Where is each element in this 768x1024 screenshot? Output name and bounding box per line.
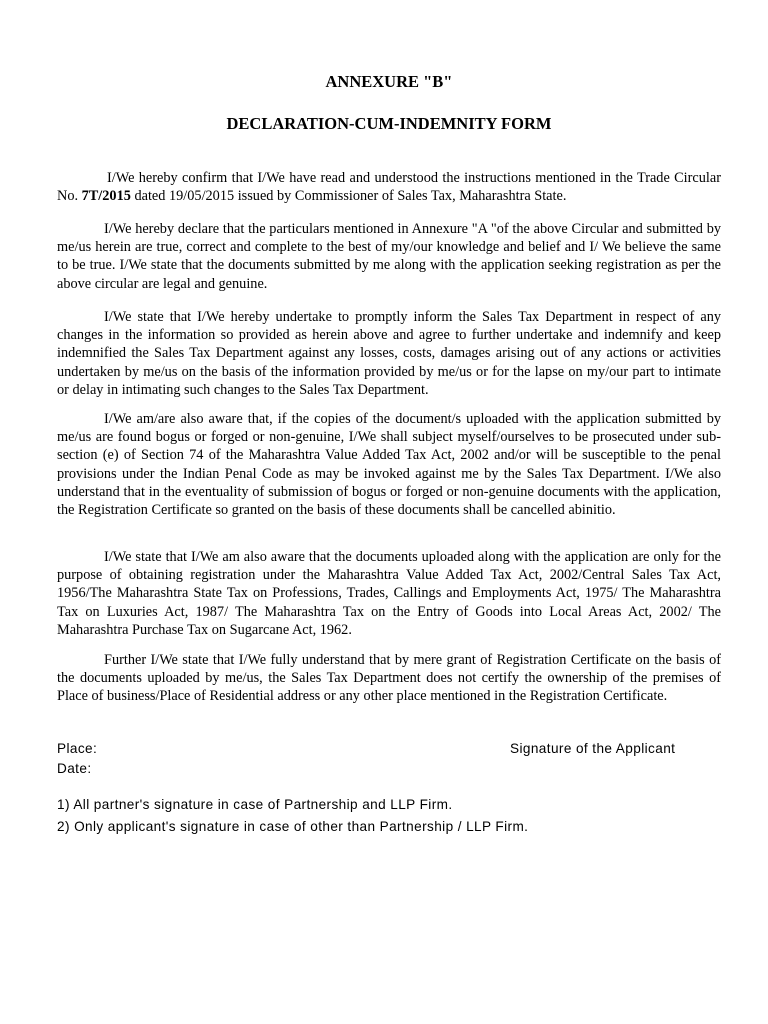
declaration-paragraph: I/We hereby declare that the particulars mentioned in Annexure "A "of the above Circular and submitted by me/us herein are true, correct and complete to the best of my/our knowledge and belief and I/ We believe the same to be true. I/We state that the documents submitted by me along with the application seeking registration as per the above circular are legal and genuine. [57, 221, 721, 292]
annexure-title: ANNEXURE "B" [325, 72, 453, 91]
circular-number: 7T/2015 [81, 188, 131, 205]
confirmation-text-end: dated 19/05/2015 issued by Commissioner of Sales Tax, Maharashtra State. [130, 188, 567, 205]
confirmation-text-start: I/We hereby confirm that I/We have read and understood the instructions mentioned in the Trade Circular No. [57, 170, 721, 205]
note-partnership: 1) All partner's signature in case of Partnership and LLP Firm. [57, 797, 453, 812]
signature-label: Signature of the Applicant [510, 741, 676, 756]
place-label: Place: [57, 741, 98, 756]
awareness-paragraph: I/We am/are also aware that, if the copies of the document/s uploaded with the application submitted by me/us are found bogus or forged or non-genuine, I/We shall subject myself/ourselves to be prosecuted under sub-section (e) of Section 74 of the Maharashtra Value Added Tax Act, 2002 and/or will be susceptible to the penal provisions under the Indian Penal Code as may be invoked against me by the Sales Tax Department. I/We also understand that in the eventuality of submission of bogus or forged or non-genuine documents with the application, the Registration Certificate so granted on the basis of these documents shall be cancelled abinitio. [57, 411, 721, 519]
purpose-paragraph: I/We state that I/We am also aware that the documents uploaded along with the application are only for the purpose of obtaining registration under the Maharashtra Value Added Tax Act, 2002/Central Sales Tax Act, 1956/The Maharashtra State Tax on Professions, Trades, Callings and Employments Act, 1975/ The Maharashtra Tax on Luxuries Act, 1987/ The Maharashtra Tax on the Entry of Goods into Local Areas Act, 2002/ The Maharashtra Purchase Tax on Sugarcane Act, 1962. [57, 549, 721, 638]
form-title: DECLARATION-CUM-INDEMNITY FORM [226, 114, 552, 133]
ownership-paragraph: Further I/We state that I/We fully understand that by mere grant of Registration Certificate on the basis of the documents uploaded by me/us, the Sales Tax Department does not certify the ownership of the premises of Place of business/Place of Residential address or any other place mentioned in the Registration Certificate. [57, 652, 721, 705]
confirmation-paragraph [57, 169, 721, 205]
note-applicant: 2) Only applicant's signature in case of other than Partnership / LLP Firm. [57, 819, 529, 834]
date-label: Date: [57, 761, 92, 776]
undertaking-paragraph: I/We state that I/We hereby undertake to promptly inform the Sales Tax Department in respect of any changes in the information so provided as herein above and agree to further undertake and indemnify and keep indemnified the Sales Tax Department against any losses, costs, damages arising out of any actions or activities undertaken by me/us on the basis of the information provided by me/us or for the lapse on my/our part to intimate or delay in intimating such changes to the Sales Tax Department. [57, 309, 721, 398]
